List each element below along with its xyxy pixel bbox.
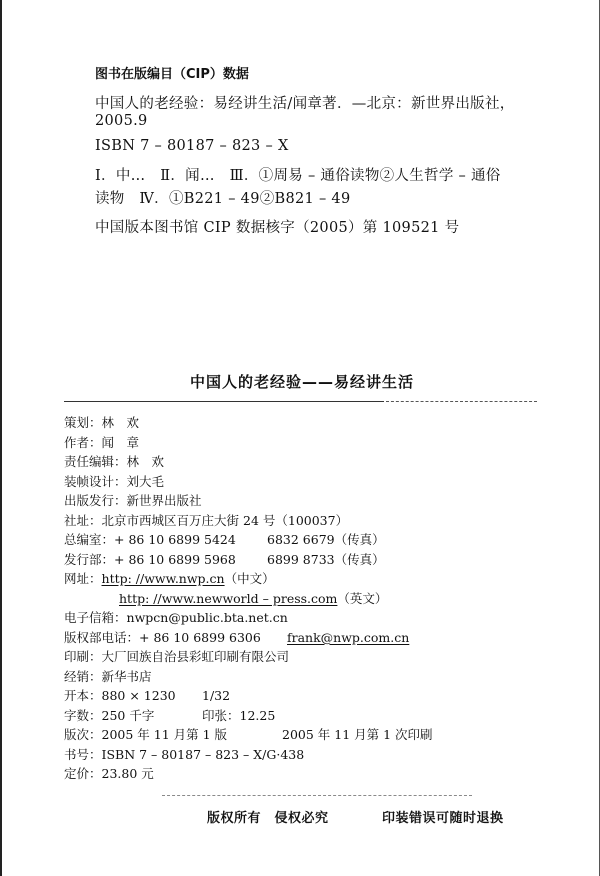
title-divider-broken: [386, 401, 537, 402]
row-label: 印刷：: [64, 649, 102, 664]
row-label: 装帧设计：: [64, 473, 127, 489]
row-edition: [64, 725, 544, 745]
row-label: 总编室：: [64, 532, 115, 547]
row-designer: [64, 472, 544, 492]
colophon-details: [64, 413, 544, 784]
row-value: 新世界出版社: [126, 493, 202, 508]
row-label: 电子信箱：: [64, 610, 127, 625]
cip-line-record-number: 中国版本图书馆 CIP 数据核字（2005）第 109521 号: [95, 220, 460, 236]
row-printed-sheets: 印张：12.25: [202, 707, 276, 723]
row-email: [64, 608, 544, 628]
row-value: 北京市西城区百万庄大街 24 号（100037）: [101, 512, 349, 528]
row-label: 作者：: [64, 434, 102, 450]
row-fax: 6899 8733（传真）: [267, 551, 385, 567]
row-printer: [64, 647, 544, 667]
row-website-english: [64, 589, 544, 609]
row-value: 林 欢: [101, 415, 140, 430]
row-planner: [64, 413, 544, 433]
cip-heading: 图书在版编目（CIP）数据: [95, 67, 249, 82]
row-word-count: [64, 706, 544, 726]
cip-line-title: 中国人的老经验：易经讲生活/闻章著．—北京：新世界出版社，: [95, 96, 515, 112]
row-label: 社址：: [64, 512, 102, 528]
row-distributor: [64, 667, 544, 687]
cip-line-date: 2005.9: [95, 113, 148, 129]
website-url-english: http: //www.newworld – press.com: [119, 590, 338, 606]
cip-line-isbn: ISBN 7 – 80187 – 823 – X: [95, 138, 289, 154]
row-value: 林 欢: [126, 454, 165, 469]
row-label: 书号：: [64, 746, 102, 762]
row-label: 定价：: [64, 766, 102, 781]
row-value: 闻 章: [101, 434, 140, 450]
row-book-number: [64, 745, 544, 765]
row-value: ISBN 7 – 80187 – 823 – X/G·438: [101, 746, 305, 762]
row-distribution: [64, 550, 544, 570]
row-editor: [64, 452, 544, 472]
row-value: 大厂回族自治县彩虹印刷有限公司: [101, 649, 290, 664]
row-value: 2005 年 11 月第 1 版: [101, 727, 228, 742]
row-suffix: （英文）: [337, 590, 388, 606]
row-value: + 86 10 6899 5424: [114, 532, 236, 547]
row-value: 新华书店: [101, 668, 152, 684]
row-format: [64, 686, 544, 706]
row-value: 880 × 1230: [101, 688, 176, 703]
row-value: + 86 10 6899 5968: [114, 551, 236, 567]
row-value: 23.80 元: [101, 766, 154, 781]
row-label: 开本：: [64, 688, 102, 703]
cip-line-subjects-cont: 读物 Ⅳ．①B221 – 49②B821 – 49: [95, 191, 351, 207]
row-address: [64, 511, 544, 531]
return-policy-notice: 印装错误可随时退换: [382, 811, 504, 826]
row-website: [64, 569, 544, 589]
row-label: 出版发行：: [64, 493, 127, 508]
row-label: 发行部：: [64, 551, 115, 567]
copyright-notice: 版权所有 侵权必究: [207, 811, 329, 826]
row-label: 版次：: [64, 727, 102, 742]
title-divider: [64, 401, 384, 402]
row-format-fold: 1/32: [202, 688, 231, 703]
row-label: 字数：: [64, 707, 102, 723]
row-author: [64, 433, 544, 453]
row-fax: 6832 6679（传真）: [267, 532, 385, 547]
copyright-email: frank@nwp.com.cn: [287, 629, 410, 645]
row-label: 责任编辑：: [64, 454, 127, 469]
row-label: 版权部电话：: [64, 629, 140, 645]
row-suffix: （中文）: [224, 571, 275, 586]
row-label: 网址：: [64, 571, 102, 586]
row-value: nwpcn@public.bta.net.cn: [126, 610, 288, 625]
cip-line-subjects: Ⅰ．中… Ⅱ．闻… Ⅲ．①周易 – 通俗读物②人生哲学 – 通俗: [95, 168, 501, 184]
book-title: 中国人的老经验——易经讲生活: [189, 373, 414, 391]
row-printing: 2005 年 11 月第 1 次印刷: [282, 727, 433, 742]
row-label: 经销：: [64, 668, 102, 684]
row-editorial-office: [64, 530, 544, 550]
row-copyright-phone: [64, 628, 544, 648]
row-publisher: [64, 491, 544, 511]
row-value: + 86 10 6899 6306: [139, 629, 261, 645]
website-url-chinese: http: //www.nwp.cn: [101, 571, 225, 586]
row-price: [64, 764, 544, 784]
row-value: 刘大毛: [126, 473, 165, 489]
row-value: 250 千字: [101, 707, 155, 723]
row-label: 策划：: [64, 415, 102, 430]
footer-divider: [162, 795, 472, 796]
